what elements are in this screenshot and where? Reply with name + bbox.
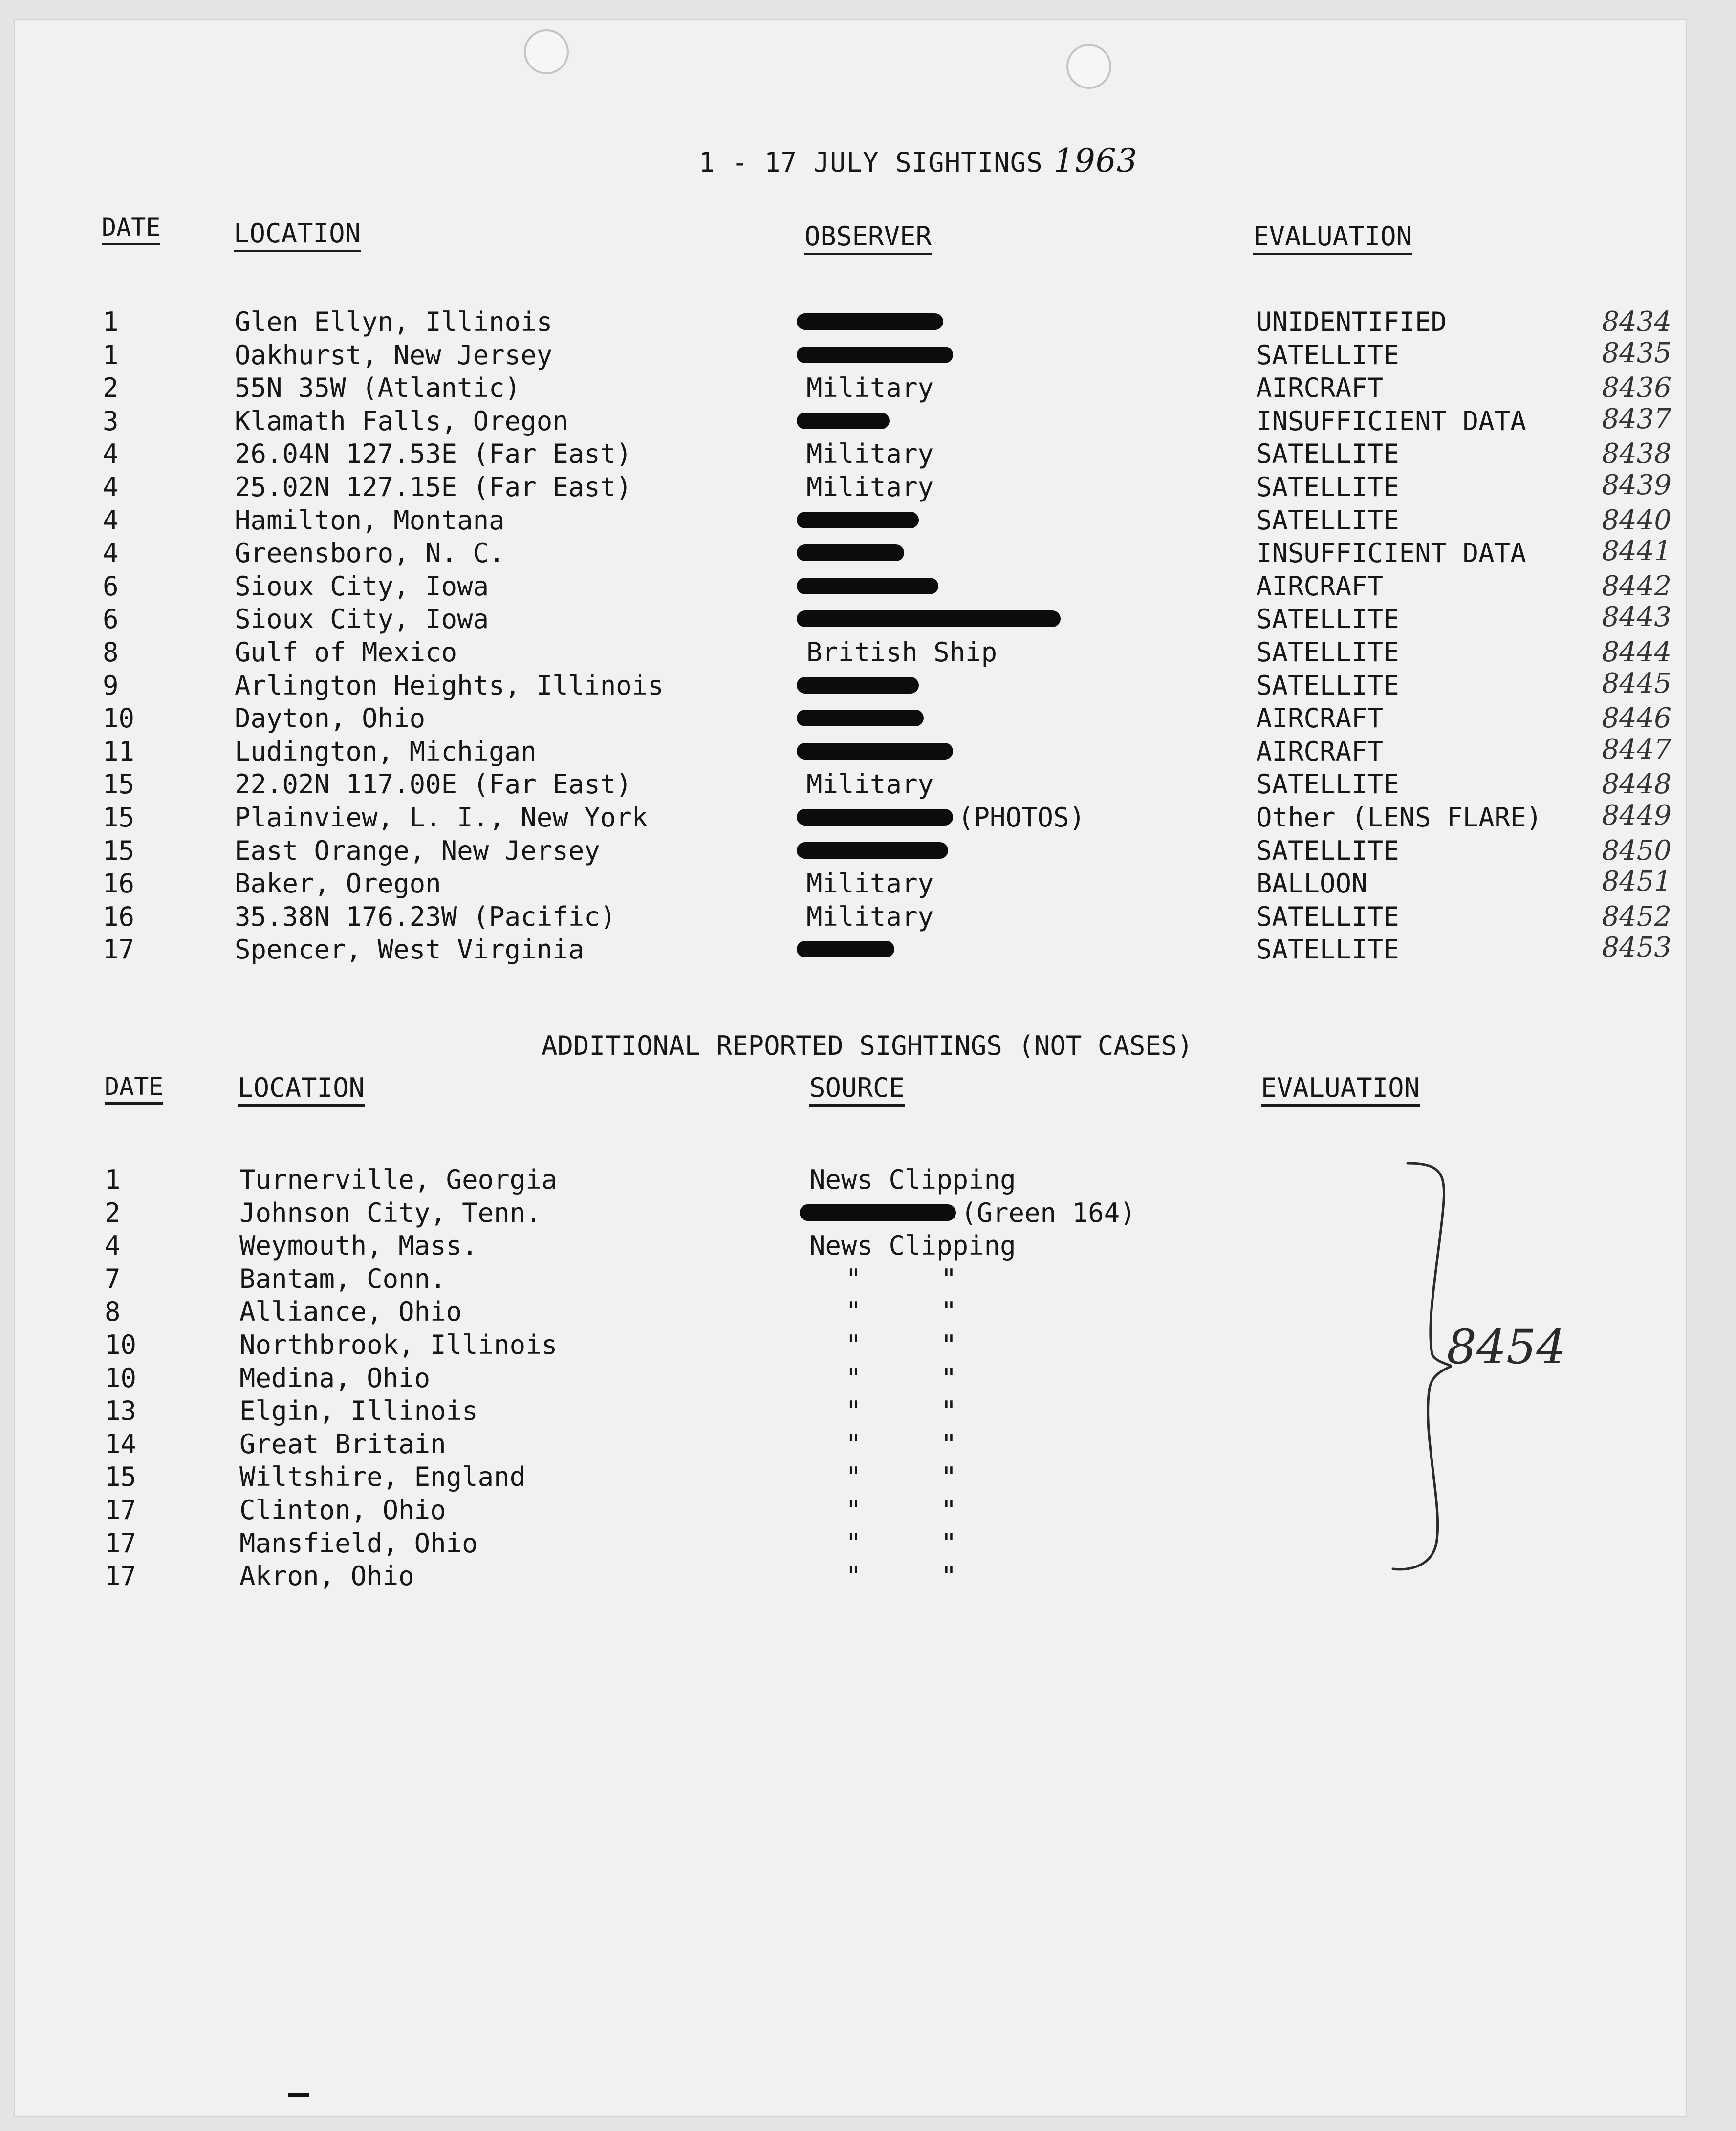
case-row bbox=[15, 933, 1676, 966]
punch-hole-left bbox=[524, 29, 569, 74]
case-row bbox=[15, 504, 1676, 537]
case-evaluation: INSUFFICIENT DATA bbox=[1256, 538, 1526, 568]
case-evaluation: SATELLITE bbox=[1256, 340, 1399, 370]
case-location: 55N 35W (Atlantic) bbox=[235, 372, 521, 403]
redaction-mark bbox=[797, 578, 938, 594]
case-number: 8443 bbox=[1602, 601, 1671, 633]
case-row bbox=[15, 669, 1676, 702]
additional-date: 7 bbox=[105, 1263, 121, 1294]
cases-header-location: LOCATION bbox=[234, 219, 361, 252]
redacted-observer bbox=[797, 603, 1061, 636]
case-row bbox=[15, 867, 1676, 900]
case-location: Sioux City, Iowa bbox=[235, 604, 489, 634]
case-date: 1 bbox=[103, 306, 119, 337]
redacted-observer bbox=[797, 570, 938, 603]
case-date: 16 bbox=[103, 868, 135, 899]
additional-source: " " bbox=[846, 1461, 957, 1492]
additional-row bbox=[15, 1560, 1334, 1593]
case-number: 8441 bbox=[1602, 535, 1671, 567]
additional-source: " " bbox=[846, 1296, 957, 1327]
additional-row bbox=[15, 1527, 1334, 1560]
redaction-mark bbox=[797, 710, 924, 726]
additional-title: ADDITIONAL REPORTED SIGHTINGS (NOT CASES) bbox=[542, 1030, 1193, 1061]
case-location: Dayton, Ohio bbox=[235, 703, 426, 734]
additional-date: 17 bbox=[105, 1561, 137, 1591]
redaction-mark bbox=[797, 610, 1061, 627]
case-date: 17 bbox=[103, 934, 135, 965]
case-evaluation: AIRCRAFT bbox=[1256, 571, 1384, 602]
case-row bbox=[15, 801, 1676, 834]
case-evaluation: SATELLITE bbox=[1256, 604, 1399, 634]
case-row bbox=[15, 900, 1676, 934]
case-date: 15 bbox=[103, 769, 135, 800]
document-page bbox=[15, 20, 1686, 2116]
case-date: 11 bbox=[103, 736, 135, 767]
case-row bbox=[15, 570, 1676, 603]
additional-source: " " bbox=[846, 1363, 957, 1393]
case-row bbox=[15, 603, 1676, 636]
case-observer: Military bbox=[806, 438, 934, 469]
case-row bbox=[15, 405, 1676, 438]
handwritten-year: 1963 bbox=[1053, 142, 1138, 179]
redaction-mark bbox=[797, 809, 953, 826]
additional-row bbox=[15, 1362, 1334, 1395]
case-row bbox=[15, 471, 1676, 504]
case-number: 8436 bbox=[1602, 372, 1671, 404]
additional-location: Alliance, Ohio bbox=[239, 1296, 462, 1327]
case-row bbox=[15, 702, 1676, 735]
redaction-mark bbox=[800, 1204, 956, 1221]
cases-header-evaluation: EVALUATION bbox=[1253, 222, 1412, 255]
redaction-mark bbox=[797, 347, 953, 363]
case-location: Klamath Falls, Oregon bbox=[235, 406, 568, 436]
additional-source: " " bbox=[846, 1429, 957, 1459]
additional-row bbox=[15, 1394, 1334, 1428]
redacted-observer bbox=[797, 834, 948, 868]
redaction-mark bbox=[797, 743, 953, 760]
redacted-observer bbox=[797, 537, 904, 570]
additional-location: Medina, Ohio bbox=[239, 1363, 431, 1393]
case-number: 8447 bbox=[1602, 734, 1671, 765]
case-number: 8435 bbox=[1602, 337, 1671, 369]
additional-row bbox=[15, 1460, 1334, 1494]
case-number: 8439 bbox=[1602, 469, 1671, 501]
case-observer: (PHOTOS) bbox=[958, 802, 1085, 833]
case-date: 10 bbox=[103, 703, 135, 734]
case-row bbox=[15, 537, 1676, 570]
case-location: Gulf of Mexico bbox=[235, 637, 457, 668]
case-number: 8451 bbox=[1602, 866, 1671, 897]
case-date: 15 bbox=[103, 802, 135, 833]
additional-location: Akron, Ohio bbox=[239, 1561, 414, 1591]
case-date: 4 bbox=[103, 438, 119, 469]
additional-location: Bantam, Conn. bbox=[239, 1263, 446, 1294]
case-location: Ludington, Michigan bbox=[235, 736, 537, 767]
case-date: 4 bbox=[103, 505, 119, 536]
case-evaluation: SATELLITE bbox=[1256, 670, 1399, 701]
additional-source: " " bbox=[846, 1263, 957, 1294]
additional-location: Wiltshire, England bbox=[239, 1461, 526, 1492]
redacted-source bbox=[800, 1196, 956, 1230]
case-location: 25.02N 127.15E (Far East) bbox=[235, 472, 632, 502]
case-evaluation: AIRCRAFT bbox=[1256, 736, 1384, 767]
case-row bbox=[15, 437, 1676, 471]
case-location: Baker, Oregon bbox=[235, 868, 441, 899]
additional-location: Great Britain bbox=[239, 1429, 446, 1459]
redaction-mark bbox=[797, 677, 919, 694]
case-date: 2 bbox=[103, 372, 119, 403]
case-date: 6 bbox=[103, 571, 119, 602]
case-number: 8434 bbox=[1602, 306, 1671, 338]
case-row bbox=[15, 768, 1676, 801]
punch-hole-right bbox=[1066, 44, 1111, 89]
case-evaluation: SATELLITE bbox=[1256, 505, 1399, 536]
additional-date: 17 bbox=[105, 1495, 137, 1525]
handwritten-case-number: 8454 bbox=[1447, 1320, 1566, 1374]
case-date: 15 bbox=[103, 835, 135, 866]
case-row bbox=[15, 305, 1676, 339]
additional-source: (Green 164) bbox=[961, 1197, 1136, 1228]
case-evaluation: UNIDENTIFIED bbox=[1256, 306, 1447, 337]
additional-source: " " bbox=[846, 1395, 957, 1426]
additional-source: " " bbox=[846, 1329, 957, 1360]
additional-row bbox=[15, 1428, 1334, 1461]
case-evaluation: SATELLITE bbox=[1256, 901, 1399, 932]
case-date: 6 bbox=[103, 604, 119, 634]
case-row bbox=[15, 636, 1676, 669]
case-location: 26.04N 127.53E (Far East) bbox=[235, 438, 632, 469]
redacted-observer bbox=[797, 702, 924, 735]
additional-date: 13 bbox=[105, 1395, 137, 1426]
case-observer: Military bbox=[806, 901, 934, 932]
handwritten-brace bbox=[1373, 1158, 1452, 1574]
additional-date: 1 bbox=[105, 1164, 121, 1195]
additional-header-evaluation: EVALUATION bbox=[1261, 1073, 1420, 1107]
case-date: 8 bbox=[103, 637, 119, 668]
additional-date: 8 bbox=[105, 1296, 121, 1327]
case-number: 8450 bbox=[1602, 835, 1671, 867]
additional-date: 10 bbox=[105, 1363, 137, 1393]
redacted-observer bbox=[797, 669, 919, 702]
case-number: 8437 bbox=[1602, 403, 1671, 435]
additional-source: " " bbox=[846, 1561, 957, 1591]
case-location: Plainview, L. I., New York bbox=[235, 802, 648, 833]
case-observer: Military bbox=[806, 769, 934, 800]
redaction-mark bbox=[797, 413, 890, 429]
redacted-observer bbox=[797, 735, 953, 768]
additional-source: " " bbox=[846, 1528, 957, 1559]
case-evaluation: AIRCRAFT bbox=[1256, 372, 1384, 403]
additional-row bbox=[15, 1328, 1334, 1362]
additional-date: 10 bbox=[105, 1329, 137, 1360]
additional-location: Clinton, Ohio bbox=[239, 1495, 446, 1525]
redaction-mark bbox=[797, 941, 894, 957]
case-row bbox=[15, 339, 1676, 372]
cases-header-date: DATE bbox=[102, 214, 160, 245]
case-evaluation: BALLOON bbox=[1256, 868, 1367, 899]
additional-row bbox=[15, 1196, 1334, 1230]
case-number: 8449 bbox=[1602, 800, 1671, 831]
additional-date: 14 bbox=[105, 1429, 137, 1459]
additional-location: Turnerville, Georgia bbox=[239, 1164, 558, 1195]
redacted-observer bbox=[797, 405, 890, 438]
redaction-mark bbox=[797, 512, 919, 528]
case-date: 3 bbox=[103, 406, 119, 436]
case-date: 1 bbox=[103, 340, 119, 370]
additional-location: Northbrook, Illinois bbox=[239, 1329, 558, 1360]
redacted-observer bbox=[797, 933, 894, 966]
additional-location: Mansfield, Ohio bbox=[239, 1528, 478, 1559]
case-location: Sioux City, Iowa bbox=[235, 571, 489, 602]
case-evaluation: INSUFFICIENT DATA bbox=[1256, 406, 1526, 436]
case-evaluation: SATELLITE bbox=[1256, 438, 1399, 469]
case-location: 22.02N 117.00E (Far East) bbox=[235, 769, 632, 800]
case-evaluation: SATELLITE bbox=[1256, 769, 1399, 800]
redaction-mark bbox=[797, 544, 904, 561]
additional-source: " " bbox=[846, 1495, 957, 1525]
case-location: Glen Ellyn, Illinois bbox=[235, 306, 553, 337]
redaction-mark bbox=[797, 313, 943, 330]
page-title bbox=[699, 142, 1138, 179]
case-number: 8440 bbox=[1602, 504, 1671, 536]
case-evaluation: Other (LENS FLARE) bbox=[1256, 802, 1542, 833]
cases-header-observer: OBSERVER bbox=[804, 222, 932, 255]
case-number: 8446 bbox=[1602, 702, 1671, 734]
case-evaluation: SATELLITE bbox=[1256, 835, 1399, 866]
case-date: 4 bbox=[103, 472, 119, 502]
redaction-mark bbox=[797, 842, 948, 859]
case-number: 8448 bbox=[1602, 768, 1671, 800]
additional-row bbox=[15, 1262, 1334, 1296]
case-date: 4 bbox=[103, 538, 119, 568]
case-evaluation: SATELLITE bbox=[1256, 934, 1399, 965]
case-date: 16 bbox=[103, 901, 135, 932]
redacted-observer bbox=[797, 801, 953, 834]
case-location: Greensboro, N. C. bbox=[235, 538, 505, 568]
case-number: 8445 bbox=[1602, 668, 1671, 699]
additional-row bbox=[15, 1295, 1334, 1328]
additional-location: Weymouth, Mass. bbox=[239, 1230, 478, 1261]
case-evaluation: SATELLITE bbox=[1256, 472, 1399, 502]
case-location: 35.38N 176.23W (Pacific) bbox=[235, 901, 616, 932]
redacted-observer bbox=[797, 504, 919, 537]
case-row bbox=[15, 371, 1676, 405]
additional-row bbox=[15, 1229, 1334, 1262]
case-evaluation: AIRCRAFT bbox=[1256, 703, 1384, 734]
case-number: 8452 bbox=[1602, 901, 1671, 933]
additional-header-source: SOURCE bbox=[809, 1073, 905, 1107]
case-evaluation: SATELLITE bbox=[1256, 637, 1399, 668]
case-location: Spencer, West Virginia bbox=[235, 934, 585, 965]
case-observer: Military bbox=[806, 868, 934, 899]
additional-header-date: DATE bbox=[105, 1073, 163, 1105]
case-observer: Military bbox=[806, 472, 934, 502]
page-mark bbox=[288, 2093, 309, 2097]
additional-row bbox=[15, 1494, 1334, 1527]
case-date: 9 bbox=[103, 670, 119, 701]
additional-header-location: LOCATION bbox=[238, 1073, 365, 1107]
additional-location: Elgin, Illinois bbox=[239, 1395, 478, 1426]
redacted-observer bbox=[797, 339, 953, 372]
additional-date: 15 bbox=[105, 1461, 137, 1492]
case-number: 8438 bbox=[1602, 438, 1671, 470]
case-location: Hamilton, Montana bbox=[235, 505, 505, 536]
case-observer: British Ship bbox=[806, 637, 998, 668]
additional-source: News Clipping bbox=[809, 1230, 1016, 1261]
case-observer: Military bbox=[806, 372, 934, 403]
case-location: East Orange, New Jersey bbox=[235, 835, 600, 866]
additional-date: 17 bbox=[105, 1528, 137, 1559]
case-row bbox=[15, 735, 1676, 768]
redacted-observer bbox=[797, 305, 943, 339]
case-number: 8453 bbox=[1602, 932, 1671, 963]
additional-date: 4 bbox=[105, 1230, 121, 1261]
additional-source: News Clipping bbox=[809, 1164, 1016, 1195]
case-row bbox=[15, 834, 1676, 868]
title-text: 1 - 17 JULY SIGHTINGS bbox=[699, 147, 1043, 178]
additional-row bbox=[15, 1163, 1334, 1196]
case-location: Arlington Heights, Illinois bbox=[235, 670, 664, 701]
additional-location: Johnson City, Tenn. bbox=[239, 1197, 542, 1228]
case-number: 8444 bbox=[1602, 636, 1671, 668]
case-number: 8442 bbox=[1602, 570, 1671, 602]
additional-date: 2 bbox=[105, 1197, 121, 1228]
case-location: Oakhurst, New Jersey bbox=[235, 340, 553, 370]
